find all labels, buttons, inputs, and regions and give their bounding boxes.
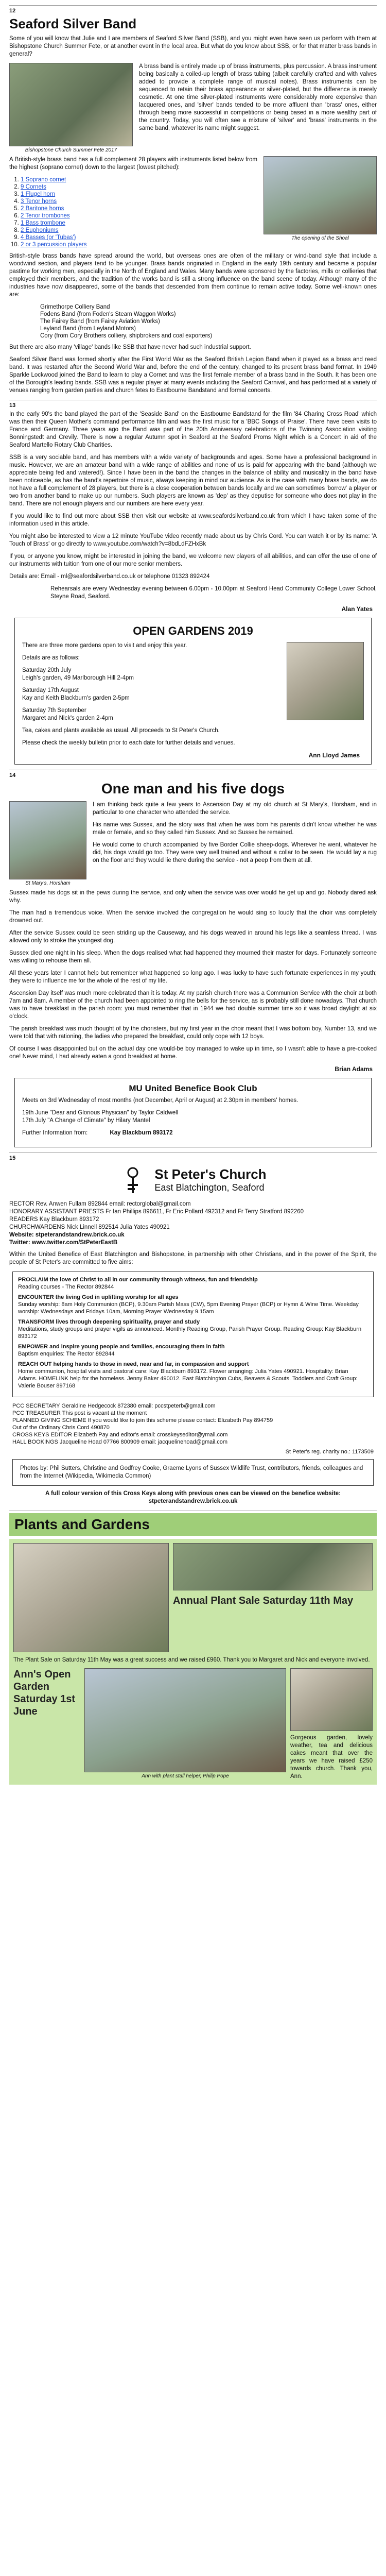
paragraph: He would come to church accompanied by five Border Collie sheep-dogs. Wherever he went, whatever he did, his dogs would go too. They were very well trained and without a collar to be seen. He would lay a rug on the floor and they would lie there during the service - not a peep from them at all.: [93, 842, 377, 863]
paragraph: The parish breakfast was much thought of by the choristers, but my first year in the choir meant that I was bottom boy, Number 13, and we were told that with rationing, the ladies who prepared the breakfast, could only cope with 12 boys.: [9, 1026, 377, 1040]
contact-line: PCC TREASURER This post is vacant at the moment: [12, 1410, 147, 1416]
list-item[interactable]: 8. 2 Euphoniums: [21, 227, 377, 234]
og-venue: Leigh's garden, 49 Marlborough Hill 2-4pm: [22, 675, 134, 681]
contact-line: HALL BOOKINGS Jacqueline Hoad 07766 800909 email: jacquelinehoad@gmail.com: [12, 1439, 228, 1445]
paragraph: Seaford Silver Band was formed shortly after the First World War as the Seaford British Legion Band when it played as a brass and reed band. It was restarted after the Second World War and, before the end of the century, changed to its present brass band format. In 1949 Sparkle Lockwood joined the Band to learn to play a Cornet and was the first female member of a brass band in the South. It has been one of the Borough's leading bands. SSB was a regular player at many events including the Seaford Carnival, and has performed at a variety of venues ranging from garden parties and church fetes to Eastbourne Bandstand and formal concerts.: [9, 357, 377, 394]
aims-box: [12, 1272, 374, 1397]
og-date: Saturday 17th August: [22, 687, 79, 693]
list-item[interactable]: 1. 1 Soprano cornet: [21, 176, 377, 183]
og-intro: There are three more gardens open to visit and enjoy this year.: [22, 642, 187, 649]
og-details-label: Details are as follows:: [22, 655, 80, 661]
twitter-line[interactable]: Twitter: www.twitter.com/StPeterEastB: [9, 1240, 118, 1246]
list-item[interactable]: 6. 2 Tenor trombones: [21, 212, 377, 219]
website-line[interactable]: Website: stpeterandstandrew.brick.co.uk: [9, 1232, 125, 1238]
paragraph: If you, or anyone you know, might be interested in joining the band, we welcome new players of all abilities, and can offer the use of one of our instruments with tuition from one of our more senior members.: [9, 553, 377, 567]
garden-photo-small: [290, 1668, 373, 1731]
list-item[interactable]: 3. 1 Flugel horn: [21, 191, 377, 198]
contact-line: PCC SECRETARY Geraldine Hedgecock 872380 email: pccstpeterb@gmail.com: [12, 1403, 216, 1409]
list-item[interactable]: 9. 4 Basses (or 'Tubas'): [21, 234, 377, 241]
paragraph: Of course I was disappointed but on the actual day one would-be boy managed to wake up in time, so I wasn't able to have a pre-cooked one! Never mind, I had already eaten a good breakfast at home.: [9, 1046, 377, 1060]
church-photo-caption: St Mary's, Horsham: [25, 880, 71, 886]
book-club-meets: Meets on 3rd Wednesday of most months (not December, April or August) at 2.30pm in members' homes.: [22, 1097, 299, 1104]
plants-gardens-header: Plants and Gardens: [9, 1513, 377, 1536]
article-title-dogs: One man and his five dogs: [101, 781, 285, 796]
list-item: The Fairey Band (from Fairey Aviation Works): [40, 318, 160, 325]
church-header: [9, 1164, 377, 1195]
plant-sale-photo: [13, 1543, 169, 1652]
contact-line: PLANNED GIVING SCHEME If you would like to join this scheme please contact: Elizabeth Pay 894759: [12, 1417, 273, 1423]
paragraph: You might also be interested to view a 12 minute YouTube video recently made about us by Chris Cord. You can watch it or by its name: 'A Touch of Brass' or go directly to www.youtube.com/watch?v=8bdLdFZHxBk: [9, 533, 377, 547]
paragraph: All these years later I cannot help but remember what happened so long ago. I was lucky to have such fortunate experiences in my youth; they were to influence me for the whole of the rest of my life.: [9, 970, 377, 984]
list-item[interactable]: 5. 2 Baritone horns: [21, 205, 377, 212]
fete-photo-caption: Bishopstone Church Summer Fete 2017: [25, 147, 117, 153]
og-venue: Margaret and Nick's garden 2-4pm: [22, 715, 113, 721]
aim-item: EMPOWER and inspire young people and families, encouraging them in faith Baptism enquiries: The Rector 892844: [18, 1344, 225, 1357]
paragraph: SSB is a very sociable band, and has members with a wide variety of backgrounds and ages. Some have a professional background in music. However, we are an amateur band with a wide range of abilities and none of us is paid for appearing with the band (although we appreciate being fed and watered!). Since I have been in the band the changes in the balance of ability and musicality in the band have been noticeable, as has the band's repertoire of music, always keeping in mind our audience. As is the case with many brass bands, we do not have a full complement of 28 players, but there is a close cooperation between bands locally and we can sometimes 'borrow' a player or two from another band to make up our numbers. Such players are known as 'dep' as they deputise for someone who does not play in the band. There are not enough players and our numbers are here every year.: [9, 454, 377, 507]
paragraph: The man had a tremendous voice. When the service involved the congregation he would sing so loudly that the choir was completely drowned out.: [9, 910, 377, 924]
contact-line: CROSS KEYS EDITOR Elizabeth Pay and editor's email: crosskeyseditor@ymail.com: [12, 1432, 228, 1438]
list-item[interactable]: 2. 9 Cornets: [21, 183, 377, 191]
page-12: [9, 5, 377, 395]
contact-list: [9, 1200, 377, 1247]
open-garden-title: Ann's Open Garden Saturday 1st June: [13, 1669, 76, 1717]
info-contact: Kay Blackburn 893172: [110, 1130, 173, 1136]
paragraph: After the service Sussex could be seen striding up the Causeway, and his dogs weaved in around his legs like a seamless thread. I was allowed only to stroke the youngest dog.: [9, 930, 377, 944]
list-item[interactable]: 7. 1 Bass trombone: [21, 219, 377, 227]
book-club-box: [14, 1078, 372, 1147]
page-number: 12: [9, 8, 16, 14]
page-16: [9, 1511, 377, 1785]
church-logo-icon: [119, 1164, 146, 1195]
details-line: Details are: Email - ml@seafordsilverband.co.uk or telephone 01323 892424: [9, 573, 210, 580]
paragraph: Ascension Day itself was much more celebrated than it is today. At my parish church there was a Communion Service with the choir at both 7am and 8am. A member of the church had been appointed to ring the bells for the service, as is probably still done nowadays. That church was to have breakfast in the parish room: you must remember that in 1944 we had double summer time so it was broad daylight at six o'clock.: [9, 990, 377, 1020]
contact-line: RECTOR Rev. Anwen Fullam 892844 email: rectorglobal@gmail.com: [9, 1201, 191, 1207]
aim-item: REACH OUT helping hands to those in need, near and far, in compassion and support Home communion, hospital visits and pastoral care: Kay Blackburn 893172. Flower arranging: Julia Yates 490921. Hospitality: Brian Adams. HOMELINK help for the homeless. Jenny Baker 490012. East Blatchington Cubs, Beavers & Scouts. Toddlers and Craft Group: Valerie Bouser 897168: [18, 1361, 358, 1389]
charity-number: St Peter's reg. charity no.: 1173509: [285, 1449, 374, 1455]
shoal-photo: [264, 156, 377, 241]
paragraph: If you would like to find out more about SSB then visit our website at www.seafordsilverband.co.uk from which I have taken some of the information used in this article.: [9, 513, 377, 527]
plants-gardens-block: [9, 1539, 377, 1785]
og-date: Saturday 7th September: [22, 707, 86, 714]
aim-item: ENCOUNTER the living God in uplifting worship for all ages Sunday worship: 8am Holy Communion (BCP), 9.30am Parish Mass (CW), 5pm Evening Prayer (BCP) or Hymn & Wine Time. Weekday worship: Wednesdays and Fridays 10am, Morning Prayer Wednesday 9.15am: [18, 1294, 359, 1315]
page-number: 15: [9, 1155, 16, 1161]
book-club-row: 17th July "A Change of Climate" by Hilary Mantel: [22, 1117, 150, 1124]
plant-sale-text: The Plant Sale on Saturday 11th May was a great success and we raised £960. Thank you to Margaret and Nick and everyone involved.: [13, 1657, 370, 1663]
open-garden-text: Gorgeous garden, lovely weather, tea and delicious cakes meant that over the years we have raised £250 towards church. Thank you, Ann.: [290, 1735, 373, 1780]
intro-paragraph: Some of you will know that Julie and I are members of Seaford Silver Band (SSB), and you might even have seen us perform with them at Bishopstone Church Summer Fete, or at another event in the local area. But what do you know about SSB, or for that matter brass bands in general?: [9, 36, 377, 57]
paragraph: His name was Sussex, and the story was that when he was born his parents didn't know whether he was male or female, and so they called him Sussex. And so Sussex he remained.: [93, 822, 377, 836]
og-venue: Kay and Keith Blackburn's garden 2-5pm: [22, 695, 130, 701]
list-item: Grimethorpe Colliery Band: [40, 304, 110, 310]
more-contacts: [12, 1402, 374, 1446]
aim-item: TRANSFORM lives through deepening spirituality, prayer and study Meditations, study groups and prayer vigils as announced. Monthly Reading Group, Parish Prayer Group. Reading Group: Kay Blackburn 893172: [18, 1319, 362, 1340]
church-photo: [9, 801, 86, 886]
list-intro: A British-style brass band has a full complement 28 players with instruments listed below from the highest (soprano cornet) down to the largest (lowest pitched):: [9, 157, 257, 171]
book-club-row: 19th June "Dear and Glorious Physician" by Taylor Caldwell: [22, 1110, 179, 1116]
og-date: Saturday 20th July: [22, 667, 72, 673]
book-club-title: MU United Benefice Book Club: [129, 1083, 257, 1093]
paragraph: Sussex made his dogs sit in the pews during the service, and only when the service was over would he get up and go. Nobody dared ask why.: [9, 890, 377, 904]
info-label: Further Information from:: [22, 1130, 88, 1136]
book-club-info: [22, 1129, 364, 1137]
open-gardens-box: [14, 618, 372, 765]
ann-photo-caption: Ann with plant stall helper, Philip Pope: [142, 1773, 229, 1779]
og-signoff: Ann Lloyd James: [308, 752, 360, 759]
shoal-photo-caption: The opening of the Shoal: [291, 235, 349, 241]
paragraph: But there are also many 'village' bands like SSB that have never had such industrial support.: [9, 344, 251, 350]
full-colour-note: A full colour version of this Cross Keys along with previous ones can be viewed on the benefice website: stpeterandstandrew.brick.co.uk: [45, 1490, 341, 1504]
page-14: [9, 770, 377, 1147]
photo-credits-box: [12, 1459, 374, 1486]
page-number: 13: [9, 402, 16, 409]
list-item: Cory (from Cory Brothers colliery, shipbrokers and coal exporters): [40, 333, 213, 339]
paragraph: Sussex died one night in his sleep. When the dogs realised what had happened they mourned their master for days. Fortunately someone was willing to rehouse them all.: [9, 950, 377, 964]
church-subtitle: East Blatchington, Seaford: [154, 1182, 265, 1193]
plants-photo: [173, 1543, 373, 1590]
author: Alan Yates: [341, 605, 373, 613]
list-item[interactable]: 10. 2 or 3 percussion players: [21, 241, 377, 248]
page-15: [9, 1153, 377, 1505]
og-tea: Tea, cakes and plants available as usual. All proceeds to St Peter's Church.: [22, 727, 220, 734]
contact-line: READERS Kay Blackburn 893172: [9, 1216, 99, 1223]
open-gardens-title: OPEN GARDENS 2019: [133, 624, 253, 637]
fete-photo: [9, 63, 133, 153]
contact-line: Out of the Ordinary Chris Cord 490870: [12, 1425, 110, 1431]
paragraph: British-style brass bands have spread around the world, but overseas ones are often of the military or wind-band style that include a woodwind section, and players tend to be younger. Brass bands originated in England in the early 19th century and became a popular pastime for working men, especially in the North of England and Wales. Many bands were sponsored by the factories, mills or collieries that employed their members, and the tradition of the works band is still a strong influence on the band scene of today. Although many of the industries have now disappeared, some of the bands that descended from them continue to remain active today. Some well-known ones are:: [9, 253, 377, 298]
rehearsal-line: Rehearsals are every Wednesday evening between 6.00pm - 10.00pm at Seaford Head Community College Lower School, Steyne Road, Seaford.: [50, 586, 377, 600]
article-title-silver-band: Seaford Silver Band: [9, 16, 137, 31]
contact-line: HONORARY ASSISTANT PRIESTS Fr Ian Phillips 896611, Fr Eric Pollard 492312 and Fr Terry Stratford 892260: [9, 1209, 304, 1215]
paragraph: In the early 90's the band played the part of the 'Seaside Band' on the Eastbourne Bandstand for the film '84 Charing Cross Road' which was then their Queen Mother's command performance film and was the first music for a 'BBC Songs of Praise'. There have been visits to France and Germany. Three years ago the Band was part of the 20th Anniversary celebrations of the Twinning Association visiting Bonningstedt and Crevily. There is now a regular Autumn spot in Seaford at the Seaford Proms Night which is a Concert in aid of the Seaford Martello Rotary Club Charities.: [9, 411, 377, 448]
ann-photo: [84, 1668, 286, 1772]
photo-credits: Photos by: Phil Sutters, Christine and Godfrey Cooke, Graeme Lyons of Sussex Wildlife Trust, contributors, friends, colleagues and from the Internet (Wikipedia, Wikimedia Common): [20, 1465, 363, 1479]
page-13: [9, 400, 377, 765]
plant-sale-title: Annual Plant Sale Saturday 11th May: [173, 1595, 354, 1606]
author: Brian Adams: [335, 1065, 373, 1073]
aim-item: PROCLAIM the love of Christ to all in our community through witness, fun and friendship Reading courses - The Rector 892844: [18, 1277, 258, 1290]
og-check: Please check the weekly bulletin prior to each date for further details and venues.: [22, 740, 235, 746]
band-list: [40, 303, 377, 340]
church-name: St Peter's Church: [154, 1166, 267, 1182]
aims-intro: Within the United Benefice of East Blatchington and Bishopstone, in partnership with other Christians, and in the power of the Spirit, the people of St Peter's are committed to five aims:: [9, 1251, 377, 1265]
garden-photo: [287, 642, 364, 720]
list-item[interactable]: 4. 3 Tenor horns: [21, 198, 377, 205]
paragraph: I am thinking back quite a few years to Ascension Day at my old church at St Mary's, Horsham, and in particular to one character who attended the service.: [93, 802, 377, 816]
contact-line: CHURCHWARDENS Nick Linnell 892514 Julia Yates 490921: [9, 1224, 170, 1230]
paragraph: A brass band is entirely made up of brass instruments, plus percussion. A brass instrument being basically a coiled-up length of brass tubing (albeit carefully crafted and with valves added to provide a complete range of musical notes). Brass instruments can be sequenced to retain their brass appearance or silver-plated, but the difference is merely cosmetic. At one time silver-plated instruments were considerably more expensive than lacquered ones, and 'silver' bands tended to be more affluent than 'brass' ones, either through being more successful in competitions or being based in a more wealthy part of the country. Today, you will often see a mixture of 'silver' and 'brass' instruments in the same band, whatever its name might suggest.: [139, 63, 377, 131]
page-number: 14: [9, 772, 16, 778]
list-item: Leyland Band (from Leyland Motors): [40, 326, 136, 332]
list-item: Fodens Band (from Foden's Steam Waggon Works): [40, 311, 176, 317]
